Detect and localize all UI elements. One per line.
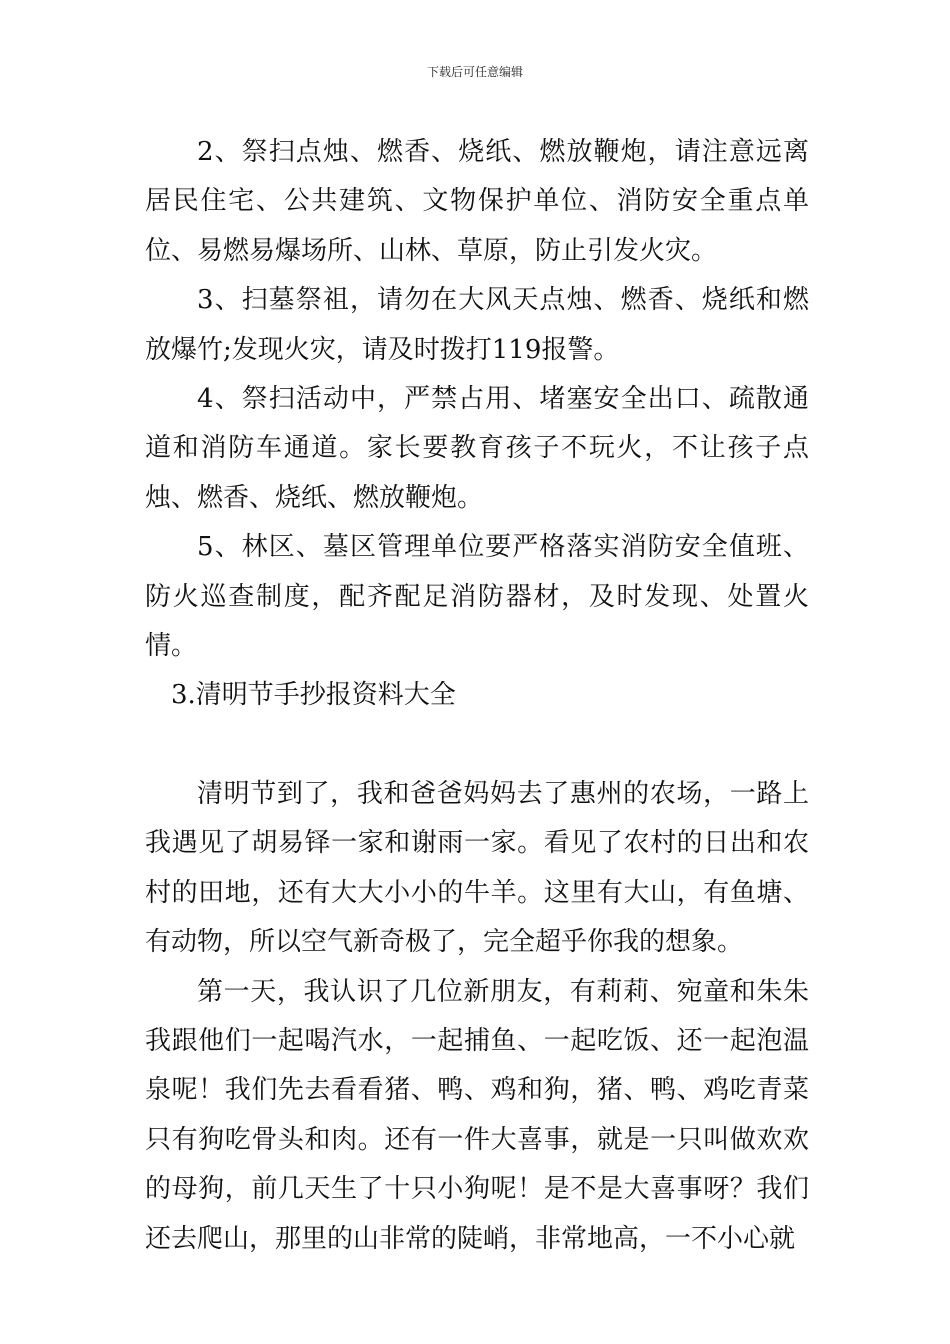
paragraph-item-4: 4、祭扫活动中，严禁占用、堵塞安全出口、疏散通道和消防车通道。家长要教育孩子不玩火，不让孩子点烛、燃香、烧纸、燃放鞭炮。 [145, 384, 809, 513]
page-header: 下载后可任意编辑 [426, 65, 523, 79]
story-paragraph-1: 清明节到了，我和爸爸妈妈去了惠州的农场，一路上我遇见了胡易铎一家和谢雨一家。看见了农村的日出和农村的田地，还有大大小小的牛羊。这里有大山，有鱼塘、有动物，所以空气新奇极了，完全超乎你我的想象。 [145, 778, 809, 958]
paragraph-item-5: 5、林区、墓区管理单位要严格落实消防安全值班、防火巡查制度，配齐配足消防器材，及时发现、处置火情。 [145, 532, 809, 662]
story-paragraph-2: 第一天，我认识了几位新朋友，有莉莉、宛童和朱朱我跟他们一起喝汽水，一起捕鱼、一起吃饭、还一起泡温泉呢！我们先去看看猪、鸭、鸡和狗，猪、鸭、鸡吃青菜只有狗吃骨头和肉。还有一件大喜事，就是一只叫做欢欢的母狗，前几天生了十只小狗呢！是不是大喜事呀？我们还去爬山，那里的山非常的陡峭，非常地高，一不小心就 [145, 976, 809, 1254]
paragraph-item-3: 3、扫墓祭祖，请勿在大风天点烛、燃香、烧纸和燃放爆竹;发现火灾，请及时拨打119报警。 [145, 285, 809, 365]
blank-line [145, 721, 809, 770]
paragraph-item-2: 2、祭扫点烛、燃香、烧纸、燃放鞭炮，请注意远离居民住宅、公共建筑、文物保护单位、消防安全重点单位、易燃易爆场所、山林、草原，防止引发火灾。 [145, 137, 809, 266]
section-heading: 3.清明节手抄报资料大全 [171, 680, 456, 711]
document-body [145, 128, 809, 1264]
